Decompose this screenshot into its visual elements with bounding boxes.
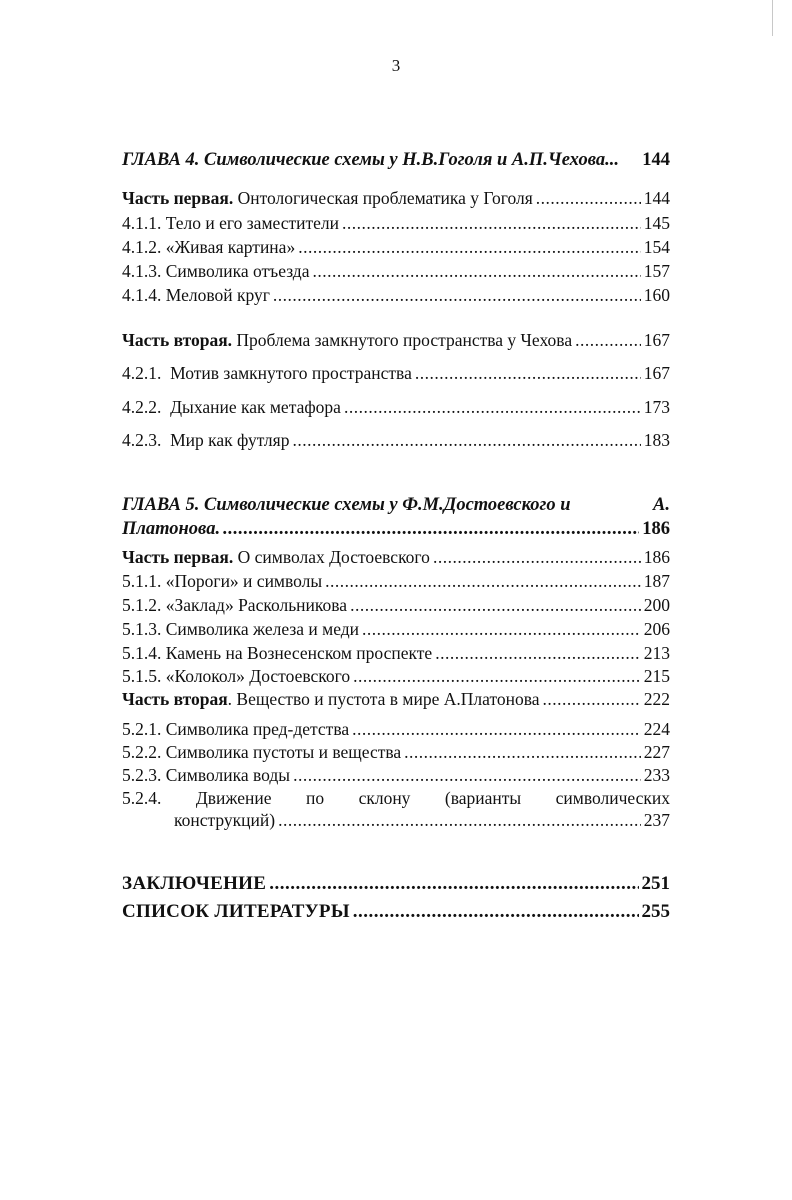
section-title-word: символических: [555, 788, 670, 808]
toc-section-4-2-1[interactable]: [122, 362, 670, 384]
part-prefix: Часть вторая.: [122, 330, 233, 350]
toc-section-5-1-1[interactable]: [122, 570, 670, 592]
dot-leader: [352, 718, 641, 740]
section-number: 4.1.1.: [122, 213, 162, 233]
chapter-5-title-line-1: ГЛАВА 5. Символические схемы у Ф.М.Достоевского и: [122, 495, 571, 515]
bibliography-page: 255: [641, 901, 670, 922]
toc-section-5-1-4[interactable]: [122, 642, 670, 664]
chapter-5-title-line-2: Платонова.: [122, 519, 221, 539]
dot-leader: [575, 329, 641, 351]
section-number: 5.1.1.: [122, 571, 162, 591]
section-title: Символика отъезда: [165, 261, 310, 281]
part-title: Онтологическая проблематика у Гоголя: [237, 188, 533, 208]
toc-section-4-1-4[interactable]: [122, 284, 670, 306]
chapter-4-heading[interactable]: [122, 148, 670, 172]
dot-leader: [415, 362, 641, 384]
toc-section-5-1-5[interactable]: [122, 665, 670, 687]
chapter-4-title: ГЛАВА 4. Символические схемы у Н.В.Гоголя и А.П.Чехова...: [122, 150, 619, 170]
chapter-5-part-1[interactable]: [122, 546, 670, 568]
section-number: 5.1.2.: [122, 595, 162, 615]
scan-artifact: [772, 0, 773, 36]
section-number: 5.2.3.: [122, 765, 162, 785]
toc-section-4-2-2[interactable]: [122, 396, 670, 418]
section-title: Символика пред-детства: [165, 719, 350, 739]
section-page: 154: [643, 237, 670, 257]
section-title: Символика пустоты и вещества: [165, 742, 402, 762]
part-title: О символах Достоевского: [237, 547, 430, 567]
toc-section-5-2-1[interactable]: [122, 718, 670, 740]
section-number: 4.1.2.: [122, 237, 162, 257]
toc-section-5-2-2[interactable]: [122, 741, 670, 763]
section-number: 5.2.2.: [122, 742, 162, 762]
chapter-5-part-2[interactable]: [122, 688, 670, 710]
section-title: Символика железа и меди: [165, 619, 360, 639]
chapter-4-page: 144: [642, 150, 670, 170]
section-title-word: склону: [358, 788, 411, 808]
part-title: Проблема замкнутого пространства у Чехова: [236, 330, 573, 350]
dot-leader: [362, 618, 641, 640]
section-page: 224: [643, 719, 670, 739]
toc-section-4-1-3[interactable]: [122, 260, 670, 282]
section-page: 145: [643, 213, 670, 233]
section-number: 5.1.5.: [122, 666, 162, 686]
section-page: 200: [643, 595, 670, 615]
dot-leader: [536, 187, 641, 209]
section-number: 4.1.4.: [122, 285, 162, 305]
toc-section-5-1-3[interactable]: [122, 618, 670, 640]
section-page: 215: [643, 666, 670, 686]
section-title-word: по: [305, 788, 325, 808]
section-title: Камень на Вознесенском проспекте: [165, 643, 433, 663]
dot-leader: [342, 212, 641, 234]
section-title: Дыхание как метафора: [170, 397, 341, 417]
chapter-5-title-line-1-end: А.: [653, 495, 670, 515]
section-title-word: (варианты: [444, 788, 522, 808]
section-number: 5.2.4.: [122, 788, 162, 808]
section-title: Меловой круг: [165, 285, 270, 305]
section-title: Мотив замкнутого пространства: [170, 363, 412, 383]
dot-leader: [269, 871, 638, 897]
section-page: 187: [643, 571, 670, 591]
dot-leader: [404, 741, 641, 763]
toc-section-5-1-2[interactable]: [122, 594, 670, 616]
toc-section-4-1-2[interactable]: [122, 236, 670, 258]
part-page: 222: [643, 689, 670, 709]
dot-leader: [273, 284, 641, 306]
dot-leader: [325, 570, 641, 592]
dot-leader: [433, 546, 641, 568]
section-page: 183: [643, 430, 670, 450]
dot-leader: [293, 764, 641, 786]
page-number: 3: [391, 56, 401, 75]
toc-section-4-2-3[interactable]: [122, 429, 670, 451]
chapter-4-part-2[interactable]: [122, 329, 670, 351]
section-title-continuation: конструкций): [174, 810, 276, 830]
dot-leader: [223, 517, 639, 541]
section-page: 233: [643, 765, 670, 785]
section-page: 227: [643, 742, 670, 762]
section-title: Символика воды: [165, 765, 291, 785]
part-prefix: Часть вторая: [122, 689, 228, 709]
bibliography-title: СПИСОК ЛИТЕРАТУРЫ: [122, 901, 350, 922]
section-title: «Живая картина»: [165, 237, 296, 257]
section-page: 173: [643, 397, 670, 417]
toc-section-5-2-3[interactable]: [122, 764, 670, 786]
section-title: Тело и его заместители: [165, 213, 340, 233]
part-title: . Вещество и пустота в мире А.Платонова: [227, 689, 540, 709]
part-page: 144: [643, 188, 670, 208]
section-number: 5.1.4.: [122, 643, 162, 663]
dot-leader: [312, 260, 640, 282]
section-title-word: Движение: [195, 788, 272, 808]
dot-leader: [292, 429, 640, 451]
section-title: «Заклад» Раскольникова: [165, 595, 348, 615]
dot-leader: [543, 688, 641, 710]
part-prefix: Часть первая.: [122, 547, 234, 567]
dot-leader: [298, 236, 641, 258]
section-page: 160: [643, 285, 670, 305]
section-page: 167: [643, 363, 670, 383]
section-page: 237: [643, 810, 670, 830]
section-number: 4.2.3.: [122, 430, 162, 450]
section-page: 157: [643, 261, 670, 281]
part-page: 167: [643, 330, 670, 350]
dot-leader: [353, 899, 639, 925]
section-title: «Колокол» Достоевского: [165, 666, 351, 686]
toc-conclusion[interactable]: [122, 871, 670, 897]
dot-leader: [350, 594, 641, 616]
chapter-5-page: 186: [642, 519, 670, 539]
section-number: 4.2.2.: [122, 397, 162, 417]
conclusion-title: ЗАКЛЮЧЕНИЕ: [122, 873, 267, 894]
section-page: 213: [643, 643, 670, 663]
section-number: 4.1.3.: [122, 261, 162, 281]
chapter-5-heading[interactable]: [122, 493, 670, 541]
section-title: Мир как футляр: [170, 430, 290, 450]
section-number: 5.2.1.: [122, 719, 162, 739]
part-prefix: Часть первая.: [122, 188, 234, 208]
section-title: «Пороги» и символы: [165, 571, 323, 591]
toc-bibliography[interactable]: [122, 899, 670, 925]
dot-leader: [278, 809, 641, 831]
conclusion-page: 251: [641, 873, 670, 894]
dot-leader: [344, 396, 641, 418]
dot-leader: [353, 665, 641, 687]
toc-section-5-2-4[interactable]: [122, 787, 670, 831]
part-page: 186: [643, 547, 670, 567]
chapter-4-part-1[interactable]: [122, 187, 670, 209]
toc-section-4-1-1[interactable]: [122, 212, 670, 234]
dot-leader: [435, 642, 641, 664]
section-number: 5.1.3.: [122, 619, 162, 639]
section-number: 4.2.1.: [122, 363, 162, 383]
section-page: 206: [643, 619, 670, 639]
